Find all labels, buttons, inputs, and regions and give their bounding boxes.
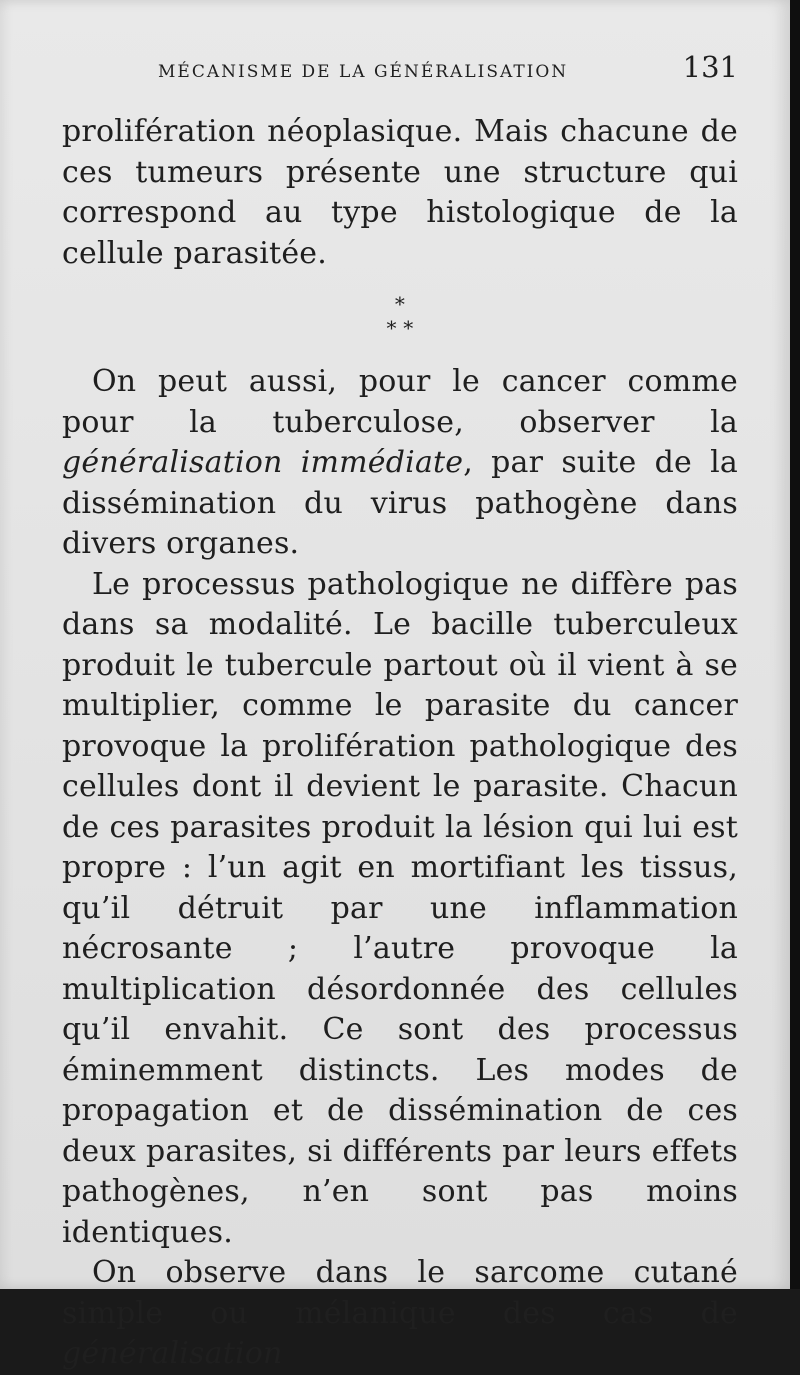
paragraph-2 (62, 362, 738, 565)
asterism-ornament (62, 292, 738, 340)
paragraph-2-emphasis: généralisation immédiate (62, 445, 464, 480)
paragraph-1 (62, 112, 738, 274)
page-header (62, 50, 738, 90)
paragraph-1-text: prolifération néoplasique. Mais chacune de ces tumeurs présente une structure qui correspond au type histologique de la cellule parasitée. (62, 114, 738, 271)
paragraph-4-text: On observe dans le sarcome cutané simple ou mélanique des cas de (62, 1255, 738, 1331)
paragraph-3-text: Le processus pathologique ne diffère pas dans sa modalité. Le bacille tuberculeux produit le tubercule partout où il vient à se multiplier, comme le parasite du cancer provoque la prolifération pathologique des cellules dont il devient le parasite. Chacun de ces parasites produit la lésion qui lui est propre : l’un agit en mortifiant les tissus, qu’il détruit par une inflammation nécrosante ; l’autre provoque la multiplication désordonnée des cellules qu’il envahit. Ce sont des processus éminemment distincts. Les modes de propagation et de dissémination de ces deux parasites, si différents par leurs effets pathogènes, n’en sont pas moins identiques. (62, 566, 738, 1250)
paragraph-2-text-a: On peut aussi, pour le cancer comme pour la tuberculose, observer la (62, 364, 738, 440)
running-title: MÉCANISME DE LA GÉNÉRALISATION (158, 62, 569, 82)
paragraph-2-text-b: , par suite de la dissémination du virus pathogène dans divers organes. (62, 445, 738, 561)
asterism-bottom: * * (386, 316, 414, 340)
asterism-top: * (394, 292, 406, 316)
paragraph-4 (62, 1253, 738, 1375)
paragraph-3 (62, 565, 738, 1254)
page-number: 131 (682, 50, 738, 84)
page-edge-shadow (790, 0, 800, 1289)
body-text (62, 112, 738, 1375)
paragraph-4-emphasis: généralisation (62, 1336, 283, 1371)
